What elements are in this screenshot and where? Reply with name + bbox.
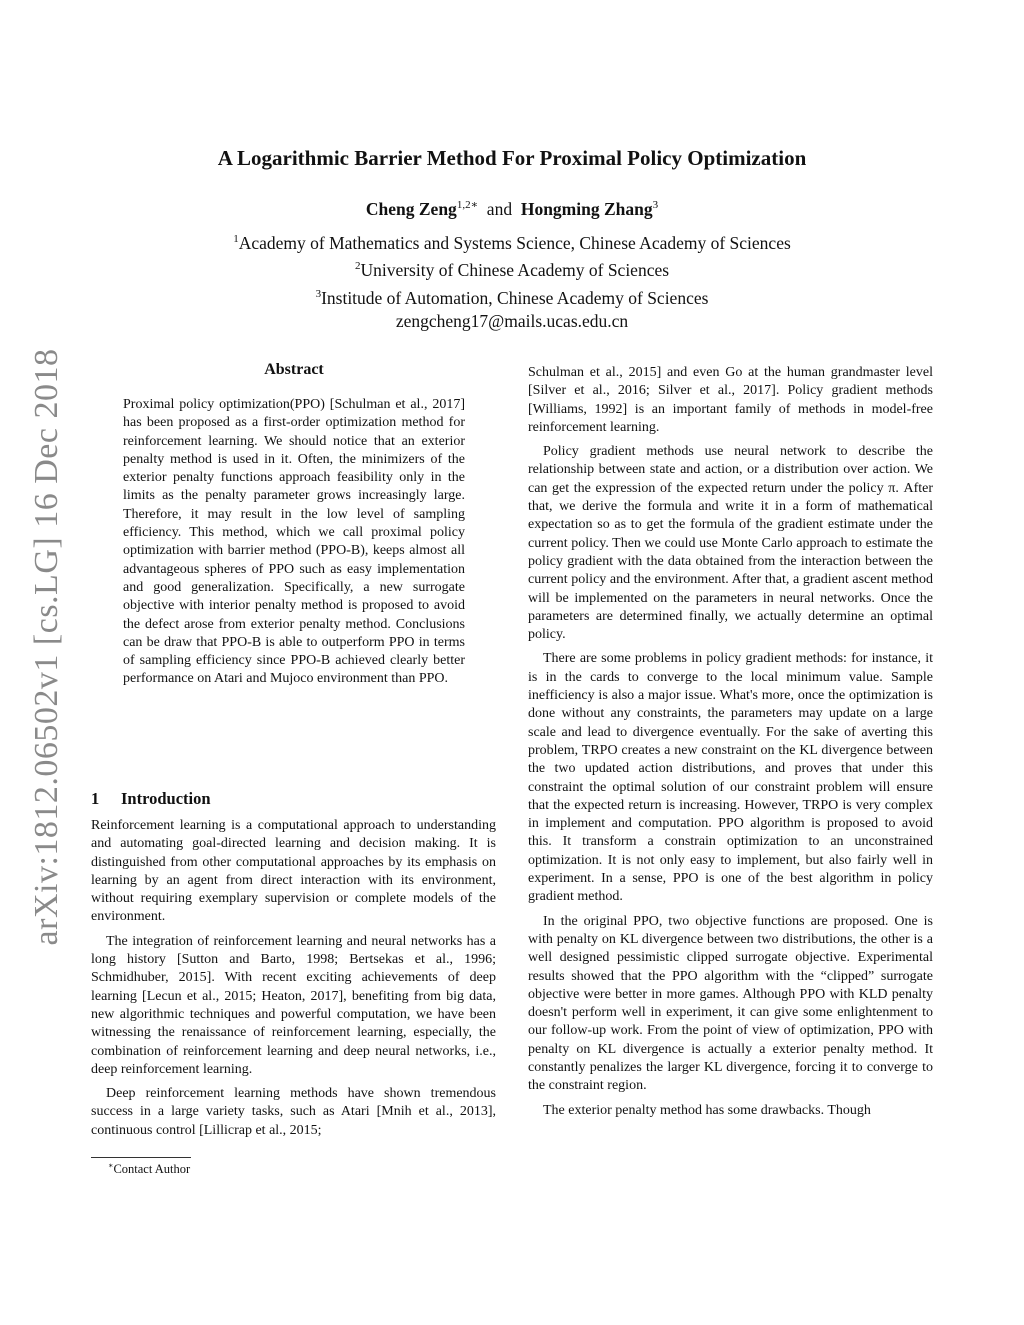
paragraph: The exterior penalty method has some drawbacks. Though bbox=[543, 1102, 871, 1118]
author-second: Hongming Zhang bbox=[520, 198, 653, 219]
footnote-marker: ∗ bbox=[108, 1161, 114, 1170]
affiliation-3: $^3$Institude of Automation, Chinese Academy of Sciences bbox=[315, 287, 709, 308]
introduction-body bbox=[91, 817, 496, 1146]
paragraph: Schulman et al., 2015] and even Go at the human grandmaster level [Silver et al., 2016; Silver et al., 2017]. Policy gradient methods [Williams, 1992] is an important family of methods in model-free reinforcement learning. bbox=[528, 365, 933, 435]
paragraph: The integration of reinforcement learning and neural networks has a long history [Sutton and Barto, 1998; Bertsekas et al., 1996; Schmidhuber, 2015]. With recent exciting achievements of deep learning [Lecun et al., 2015; Heaton, 2017], benefiting from big data, new algorithmic techniques and powerful computation, we have been witnessing the renaissance of reinforcement learning, especially, the combination of reinforcement learning and deep neural networks, i.e., deep reinforcement learning. bbox=[91, 933, 496, 1077]
right-column-body bbox=[528, 364, 933, 1126]
author-line bbox=[0, 198, 1024, 220]
paragraph: Policy gradient methods use neural network to describe the relationship between state and action, or a distribution over action. We can get the expression of the expected return under the policy π. After that, we derive the formula and write it in a form of mathematical expectation so as to get the formula of the gradient estimate under the current policy. Then we could use Monte Carlo approach to estimate the policy gradient with the data obtained from the interaction between the current policy and the environment. After that, a gradient ascent method will be implemented on the parameters in neural networks. Once the parameters are determined finally, we actually determine an optimal policy. bbox=[528, 444, 933, 643]
author-email: zengcheng17@mails.ucas.edu.cn bbox=[395, 310, 629, 331]
footnote-rule bbox=[91, 1157, 191, 1158]
author-conjunction: and bbox=[486, 198, 513, 219]
author-first: Cheng Zeng bbox=[365, 198, 457, 219]
abstract-text: Proximal policy optimization(PPO) [Schulman et al., 2017] has been proposed as a first-order optimization method for reinforcement learning. We should notice that an exterior penalty method is used in it. Often, the minimizers of the exterior penalty functions approach feasibility only in the limits as the penalty parameter grows increasingly large. Therefore, it may result in the low level of sampling efficiency. This method, which we call proximal policy optimization with barrier method (PPO-B), keeps almost all advantageous spheres of PPO such as easy implementation and good generalization. Specifically, a new surrogate objective with interior penalty method is proposed to avoid the defect arose from exterior penalty method. Conclusions can be draw that PPO-B is able to outperform PPO in terms of sampling efficiency since PPO-B achieved clearly better performance on Atari and Mujoco environment than PPO. bbox=[123, 397, 465, 687]
footnote bbox=[108, 1161, 190, 1177]
footnote-text: Contact Author bbox=[113, 1162, 191, 1177]
section-title: Introduction bbox=[121, 789, 211, 808]
abstract-heading: Abstract bbox=[264, 361, 324, 378]
section-heading bbox=[91, 789, 211, 809]
paragraph: In the original PPO, two objective functions are proposed. One is with penalty on KL divergence between two distributions, the other is a well designed pessimistic clipped surrogate objective. Experimental results showed that the PPO algorithm with the “clipped” surrogate objective were better in more games. Although PPO with KLD penalty doesn't perform well in experiment, it can give some enlightenment to our follow-up work. From the point of view of optimization, PPO with penalty on KL divergence is actually a exterior penalty method. It constantly penalizes the larger KL divergence, forcing it to converge to the constraint region. bbox=[528, 913, 933, 1094]
arxiv-sidebar-identifier bbox=[18, 348, 76, 946]
section-number: 1 bbox=[91, 789, 100, 808]
paragraph: There are some problems in policy gradient methods: for instance, it is in the cards to converge to the local minimum value. Sample inefficiency is also a major issue. What's more, once the optimization is done without any constraints, the parameters may update on a large scale and lead to divergence eventually. For the sake of averting this problem, TRPO creates a new constraint on the KL divergence between the two updated action distributions, and proves that under this constraint the optimal solution of our constraint problem will ensure that the expected return is increasing. However, TRPO is very complex in implement and computation. PPO algorithm is proposed to avoid this. It transform a constrain optimization to an unconstrained optimization. It is not only easy to implement, but also fairly well in experiment. In a sense, PPO is one of the best algorithm in policy gradient method. bbox=[528, 651, 933, 905]
affiliations bbox=[0, 228, 1024, 333]
arxiv-id-text: arXiv:1812.06502v1 [cs.LG] 16 Dec 2018 bbox=[28, 348, 65, 946]
author-first-sup: 1,2∗ bbox=[456, 199, 479, 211]
paragraph: Deep reinforcement learning methods have shown tremendous success in a large variety tasks, such as Atari [Mnih et al., 2013], continuous control [Lillicrap et al., 2015; bbox=[91, 1086, 496, 1138]
paper-title: A Logarithmic Barrier Method For Proximal Policy Optimization bbox=[217, 146, 807, 170]
affiliation-1: $^1$Academy of Mathematics and Systems Science, Chinese Academy of Sciences bbox=[233, 232, 791, 253]
paragraph: Reinforcement learning is a computational approach to understanding and automating goal-directed learning and decision making. It is distinguished from other computational approaches by its emphasis on learning by an agent from direct interaction with its environment, without requiring exemplary supervision or complete models of the environment. bbox=[91, 818, 496, 925]
affiliation-2: $^2$University of Chinese Academy of Sciences bbox=[354, 260, 670, 281]
author-second-sup: 3 bbox=[652, 199, 659, 211]
